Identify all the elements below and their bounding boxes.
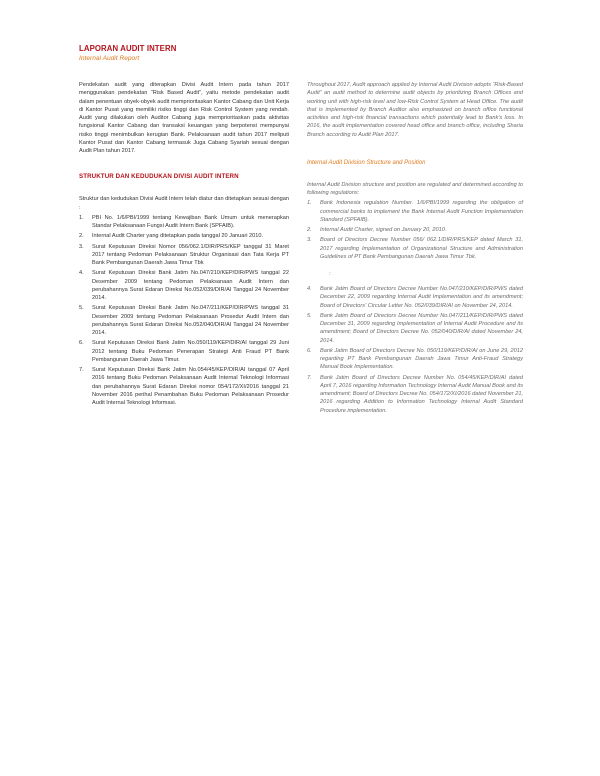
list-number: 6. — [307, 347, 312, 354]
list-number: 7. — [307, 374, 312, 381]
list-item — [307, 199, 523, 224]
list-item — [307, 236, 523, 261]
list-item — [79, 304, 289, 337]
list-item — [79, 339, 289, 364]
list-number: 4. — [307, 286, 312, 292]
report-header — [79, 44, 319, 64]
list-text: Surat Keputusan Direksi Bank Jatim No.050/119/KEP/DIR/AI tanggal 29 Juni 2012 tentang Buku Pedoman Penerapan Strategi Anti Fraud PT Bank Pembangunan Daerah Jawa Timur. — [92, 340, 289, 363]
list-text: PBI No. 1/6/PBI/1999 tentang Kewajiban Bank Umum untuk menerapkan Standar Pelaksanaan Fungsi Audit Intern Bank (SPFAIB). — [92, 214, 289, 229]
list-text: Bank Jatim Board of Directors Decree Number No.047/211/KEP/DIR/PWS dated December 31, 2009 regarding Implementation of Internal Audit Procedure and its amendment; Board of Directors Decree No. 052/040/DIR/AI dated November 24, 2014. — [320, 312, 523, 344]
list-text: Surat Keputusan Direksi Bank Jatim No.047/211/KEP/DIR/PWS tanggal 31 Desember 2009 tentang Pedoman Pelaksanaan Prosedur Audit Intern dan perubahannya Surat Edaran Direksi No.052/040/DIR/AI Tanggal 24 November 2014. — [92, 305, 289, 336]
list-item — [79, 214, 289, 231]
list-number: 6. — [79, 340, 84, 347]
stray-colon: : — [329, 271, 331, 277]
list-text: Bank Indonesia regulation Number. 1/6/PBI/1999 regarding the obligation of commercial banks to implement the Bank Internal Audit Function Implementation Standard (SPFAIB). — [320, 200, 523, 223]
list-item — [79, 269, 289, 302]
list-item — [307, 347, 523, 372]
intro-paragraph-en: Throughout 2017, Audit approach applied by Internal Audit Division adopts “Risk-Based Audit” an audit method to determine audit objects by prioritizing Branch Offices and working unit with high-risk level and low-Risk Control System at Head Office. The audit that is implemented by Branch Auditor also emphasized on branch office functional activities and high-risk financial transactions which potentially lead to Bank's loss. In 2016, the audit implementation covered head office and branch office, including Sharia Branch according to Audit Plan 2017. — [307, 82, 524, 138]
list-item — [307, 374, 523, 415]
list-item — [307, 312, 523, 345]
list-text: Board of Directors Decree Number 056/ 062.1/DIR/PRS/KEP dated March 31, 2017 regarding Implementation of Organizational Structure and Administration Guidelines of PT Bank Pembangunan Daerah Jawa Timur Tbk. — [320, 237, 523, 260]
english-column — [307, 81, 523, 417]
report-subtitle: Internal Audit Report — [79, 55, 140, 62]
list-item — [307, 226, 523, 234]
section-title-id: STRUKTUR DAN KEDUDUKAN DIVISI AUDIT INTERN — [79, 173, 239, 181]
list-number: 4. — [79, 270, 84, 277]
list-item — [79, 366, 289, 407]
section-intro-en: Internal Audit Division structure and position are regulated and determined according to following regulations: — [307, 181, 523, 196]
list-item — [79, 232, 289, 240]
list-text: Internal Audit Charter yang ditetapkan pada tanggal 20 Januari 2010. — [92, 233, 264, 240]
regulation-list-en-continued — [307, 285, 523, 415]
list-text: Surat Keputusan Direksi Nomor 056/062.1/DIR/PRS/KEP tanggal 31 Maret 2017 tentang Pedoman Pelaksanaan Struktur Organisasi dan Tata Kerja PT Bank Pembangunan Daerah Jawa Timur Tbk — [92, 243, 289, 266]
list-text: Surat Keputusan Direksi Bank Jatim No.054/45/KEP/DIR/AI tanggal 07 April 2016 tentang Buku Pedoman Pelaksanaan Audit Internal Teknologi Informasi dan perubahannya Surat Edaran Direksi nomor 054/172/XI/2016 tanggal 21 November 2016 perihal Penambahan Buku Pedoman Pelaksanaan Prosedur Audit Internal Teknologi Informasi. — [92, 367, 289, 406]
list-number: 7. — [79, 367, 84, 373]
list-text: Bank Jatim Board of Directors Decree Number No.047/210/KEP/DIR/PWS dated December 22, 2009 regarding Internal Audit Implementation and its amendment; Board of Directors' Circular Letter No. 052/039/DIR/AI on November 24, 2014. — [320, 286, 523, 309]
regulation-list-en — [307, 199, 523, 261]
list-text: Internal Audit Charter, signed on January 20, 2010. — [320, 227, 447, 233]
list-number: 1. — [79, 214, 84, 221]
intro-paragraph-id: Pendekatan audit yang diterapkan Divisi Audit Intern pada tahun 2017 menggunakan pendekatan “Risk Based Audit”, yaitu metode pendekatan audit dalam penentuan obyek-obyek audit memprioritaskan Kantor Cabang dan Unit Kerja di Kantor Pusat yang memiliki risiko tinggi dan Risk Control System yang rendah. Audit yang dilakukan oleh Auditor Cabang juga memprioritaskan pada aktivitas fungsional Kantor Cabang dan transaksi keuangan yang berpotensi mempunyai risiko tinggi menimbulkan kerugian Bank. Pelaksanaan audit tahun 2017 meliputi Kantor Pusat dan Kantor Cabang termasuk Juga Cabang Syariah sesuai dengan Audit Plan tahun 2017. — [79, 82, 289, 154]
list-number: 5. — [79, 305, 84, 312]
section-intro-id: Struktur dan kedudukan Divisi Audit Intern telah diatur dan ditetapkan sesuai dengan : — [79, 196, 289, 211]
indonesian-column — [79, 81, 289, 409]
list-item — [307, 285, 523, 310]
list-text: Bank Jatim Board of Directors Decree No. 050/119/KEP/DIR/AI on June 29, 2012 regarding PT Bank Pembangunan Daerah Jawa Timur Anti-Fraud Strategy Manual Book Implementation. — [320, 347, 523, 371]
section-title-en: Internal Audit Division Structure and Position — [307, 159, 426, 166]
report-title: LAPORAN AUDIT INTERN — [79, 44, 177, 53]
list-number: 3. — [79, 243, 84, 250]
list-number: 5. — [307, 312, 312, 319]
list-item — [79, 243, 289, 268]
list-number: 2. — [307, 227, 312, 233]
list-number: 1. — [307, 200, 312, 207]
list-text: Bank Jatim Board of Directors Decree Number No. 054/45/KEP/DIR/AI dated April 7, 2016 regarding Information Technology Internal Audit Manual Book and its amendment; Board of Directors Decree No. 054/172/XI/2016 dated November 21, 2016 regarding Addition to Information Technology Internal Audit Standard Procedure implementation. — [320, 374, 523, 414]
list-text: Surat Keputusan Direksi Bank Jatim No.047/210/KEP/DIR/PWS tanggal 22 Desember 2009 tentang Pedoman Pelaksanaan Audit Intern dan perubahannya Surat Edaran Direksi No.052/039/DIR/AI Tanggal 24 November 2014. — [92, 270, 289, 301]
list-number: 2. — [79, 233, 84, 240]
list-number: 3. — [307, 237, 312, 244]
regulation-list-id — [79, 214, 289, 408]
